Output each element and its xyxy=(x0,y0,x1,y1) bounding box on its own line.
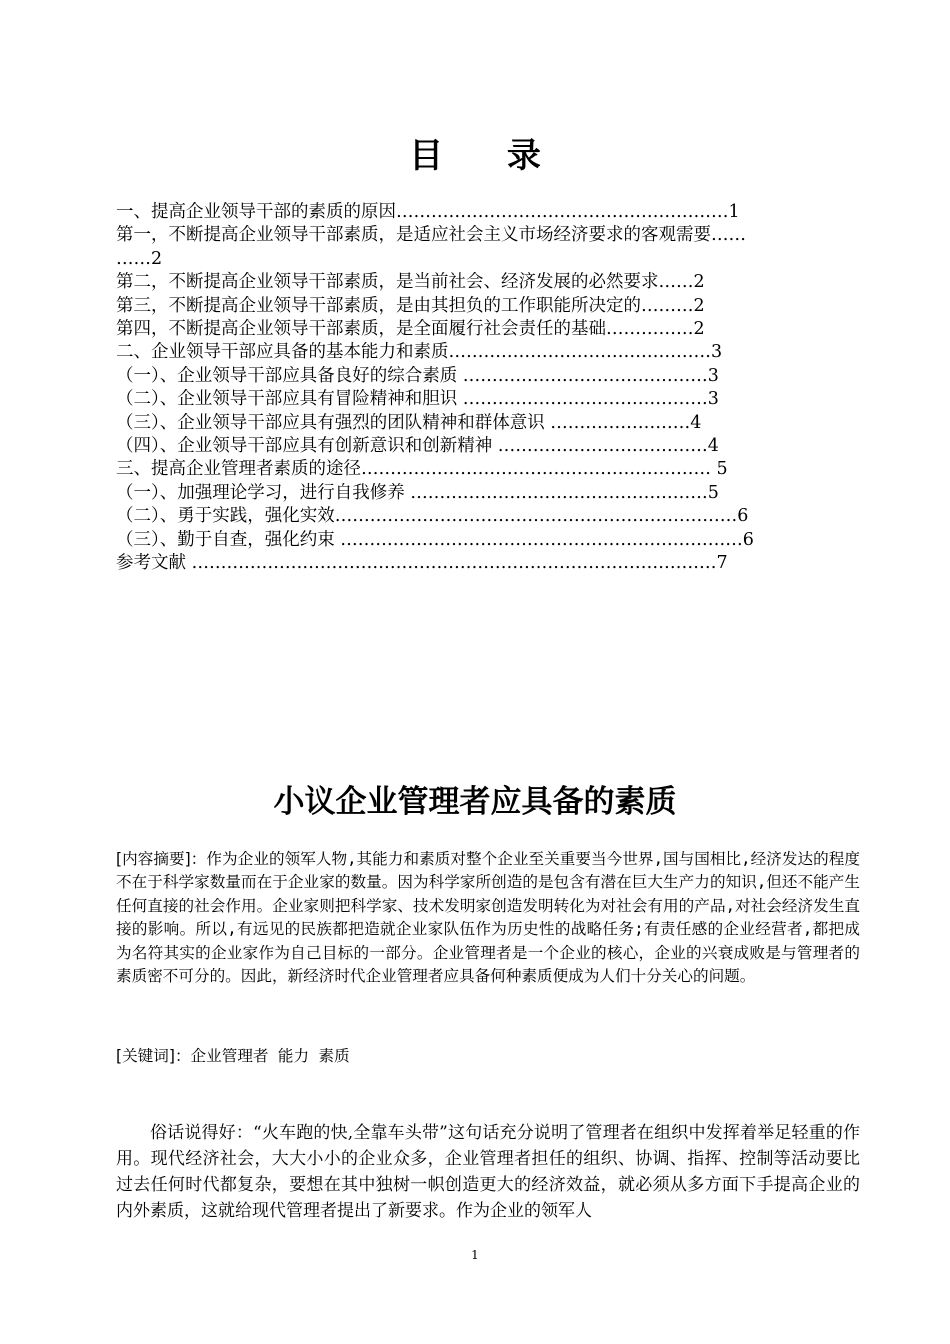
toc-entry[interactable]: （三）、勤于自查，强化约束 ……………………………………………………………6 xyxy=(116,529,754,550)
toc-entry[interactable]: 参考文献 ………………………………………………………………………………7 xyxy=(116,553,728,574)
toc-entry[interactable]: （四）、企业领导干部应具有创新意识和创新精神 ………………………………4 xyxy=(116,436,719,457)
keywords xyxy=(116,1045,860,1068)
toc-entry[interactable]: 第二，不断提高企业领导干部素质，是当前社会、经济发展的必然要求……2 xyxy=(116,272,705,293)
toc-entry[interactable]: （一）、企业领导干部应具备良好的综合素质 ……………………………………3 xyxy=(116,365,719,386)
abstract xyxy=(116,848,860,988)
toc-entry[interactable]: （二）、勇于实践，强化实效……………………………………………………………6 xyxy=(116,506,749,527)
toc-title: 目 录 xyxy=(409,136,567,176)
page-number: 1 xyxy=(471,1248,479,1262)
toc-entry[interactable]: 第一，不断提高企业领导干部素质，是适应社会主义市场经济要求的客观需要…… xyxy=(116,225,746,246)
article-title: 小议企业管理者应具备的素质 xyxy=(273,784,677,820)
toc-entry[interactable]: 三、提高企业管理者素质的途径…………………………………………………… 5 xyxy=(116,459,728,480)
toc-entry[interactable]: （一）、加强理论学习，进行自我修养 ……………………………………………5 xyxy=(116,482,719,503)
table-of-contents xyxy=(116,201,860,576)
toc-entry[interactable]: 一、提高企业领导干部的素质的原因…………………………………………………1 xyxy=(116,202,740,222)
toc-entry[interactable]: 二、企业领导干部应具备的基本能力和素质………………………………………3 xyxy=(116,342,723,363)
abstract-label: [内容摘要] xyxy=(116,850,191,868)
keywords-label: [关键词] xyxy=(116,1047,175,1065)
body-paragraph: 俗话说得好：“火车跑的快,全靠车头带”这句话充分说明了管理者在组织中发挥着举足轻重的作用。现代经济社会，大大小小的企业众多，企业管理者担任的组织、协调、指挥、控制等活动要比过去任何时代都复杂，要想在其中独树一帜创造更大的经济效益，就必须从多方面下手提高企业的内外素质，这就给现代管理者提出了新要求。作为企业的领军人 xyxy=(116,1123,860,1221)
keywords-text: ：企业管理者 能力 素质 xyxy=(174,1047,350,1065)
toc-entry[interactable]: 第三，不断提高企业领导干部素质，是由其担负的工作职能所决定的………2 xyxy=(116,295,705,316)
toc-entry[interactable]: （三）、企业领导干部应具有强烈的团队精神和群体意识 ……………………4 xyxy=(116,412,702,433)
toc-entry[interactable]: 第四，不断提高企业领导干部素质，是全面履行社会责任的基础……………2 xyxy=(116,319,705,340)
toc-entry[interactable]: （二）、企业领导干部应具有冒险精神和胆识 ……………………………………3 xyxy=(116,389,719,410)
abstract-text: ：作为企业的领军人物,其能力和素质对整个企业至关重要当今世界,国与国相比,经济发达的程度不在于科学家数量而在于企业家的数量。因为科学家所创造的是包含有潜在巨大生产力的知识,但还不能产生任何直接的社会作用。企业家则把科学家、技术发明家创造发明转化为对社会有用的产品,对社会经济发生直接的影响。所以,有远见的民族都把造就企业家队伍作为历史性的战略任务;有责任感的企业经营者,都把成为名符其实的企业家作为自己目标的一部分。企业管理者是一个企业的核心，企业的兴衰成败是与管理者的素质密不可分的。因此，新经济时代企业管理者应具备何种素质便成为人们十分关心的问题。 xyxy=(116,850,860,986)
toc-entry-continuation[interactable]: ……2 xyxy=(116,248,163,269)
